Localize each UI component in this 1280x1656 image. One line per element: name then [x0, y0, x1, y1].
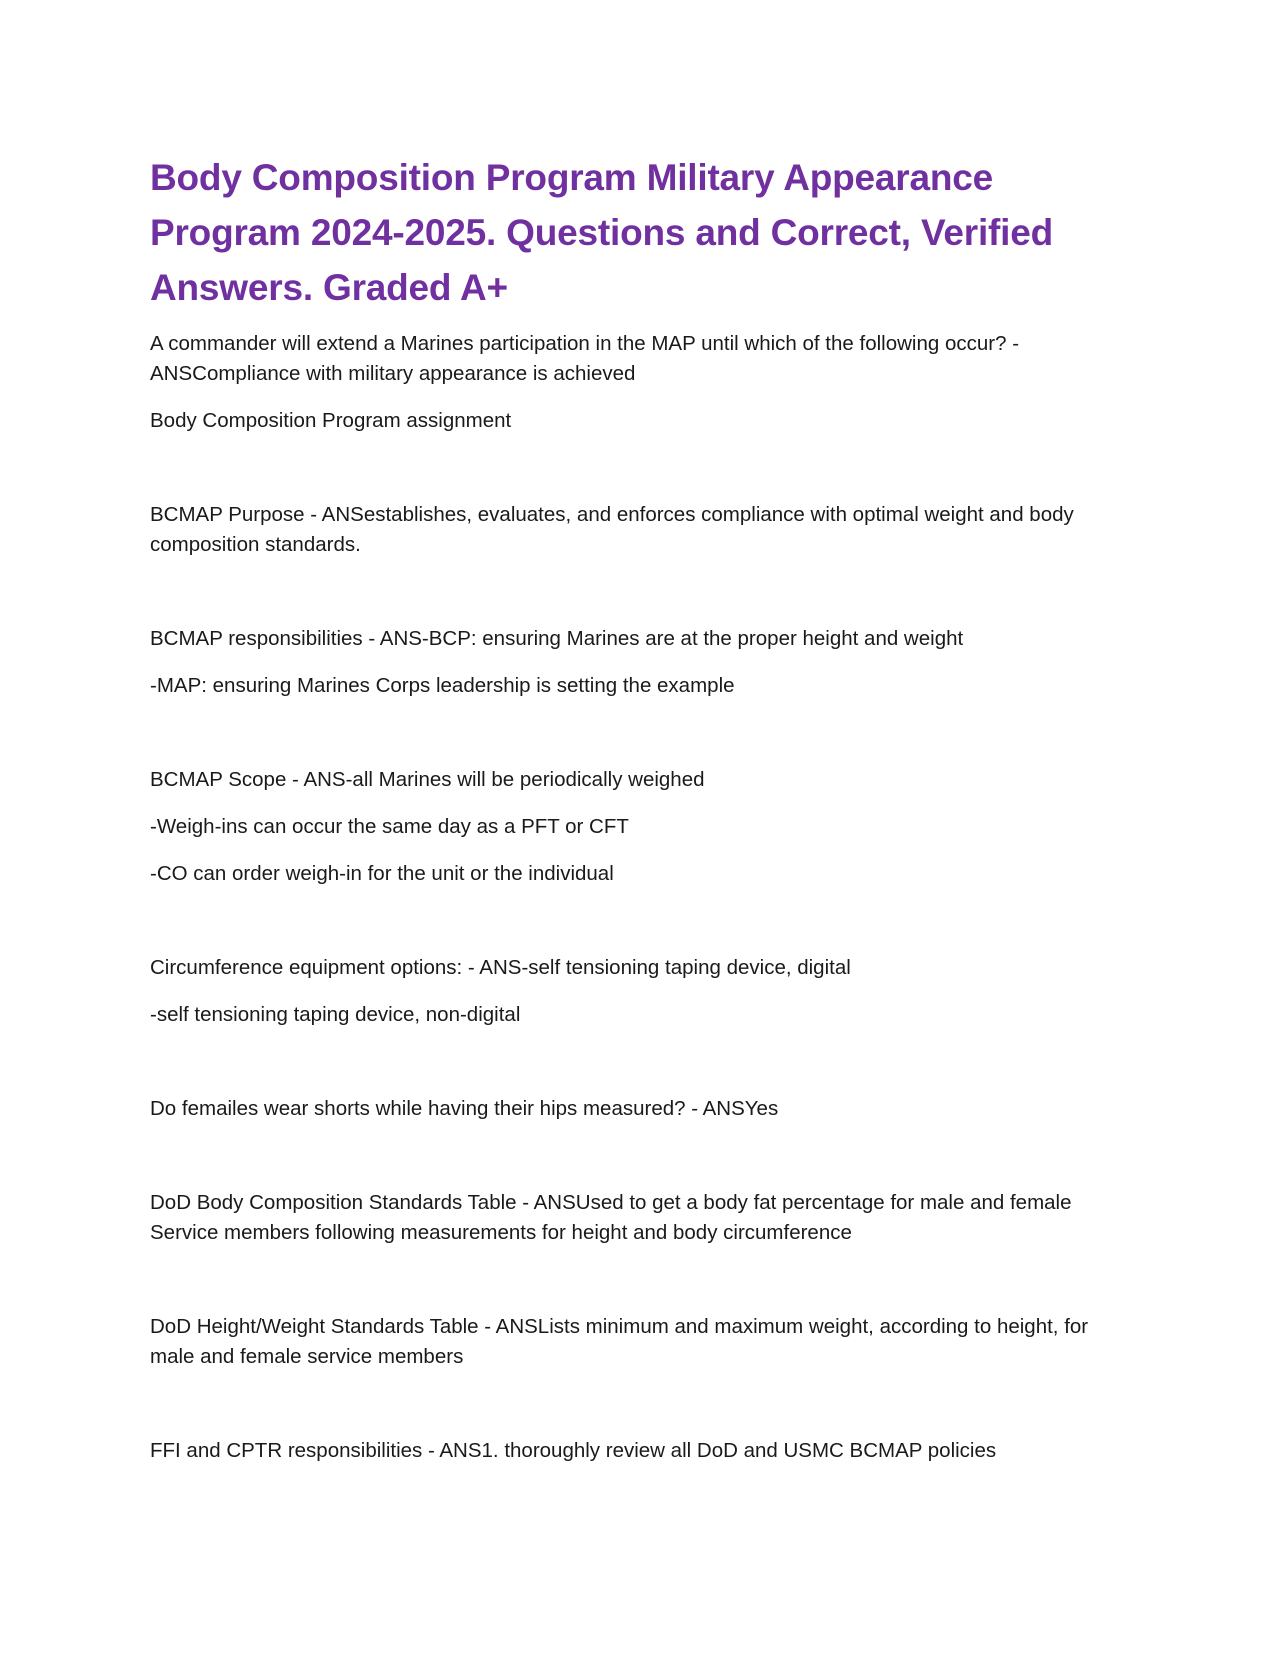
paragraph-co-order: -CO can order weigh-in for the unit or the individual — [150, 862, 614, 885]
paragraph-bcmap-scope: BCMAP Scope - ANS-all Marines will be periodically weighed — [150, 768, 705, 791]
paragraph-map-responsibility: -MAP: ensuring Marines Corps leadership is setting the example — [150, 674, 735, 697]
paragraph-commander-map: A commander will extend a Marines participation in the MAP until which of the following occur? - ANSCompliance with military appearance is achieved — [150, 332, 1020, 385]
paragraph-non-digital-device: -self tensioning taping device, non-digital — [150, 1003, 521, 1026]
paragraph-height-weight-table: DoD Height/Weight Standards Table - ANSLists minimum and maximum weight, according to height, for male and female service members — [150, 1315, 1089, 1368]
paragraph-femailes-shorts: Do femailes wear shorts while having their hips measured? - ANSYes — [150, 1097, 779, 1120]
paragraph-circumference-equipment: Circumference equipment options: - ANS-self tensioning taping device, digital — [150, 956, 851, 979]
paragraph-bcmap-responsibilities: BCMAP responsibilities - ANS-BCP: ensuring Marines are at the proper height and weight — [150, 627, 964, 650]
paragraph-bcmap-purpose: BCMAP Purpose - ANSestablishes, evaluates, and enforces compliance with optimal weight and body composition standards. — [150, 503, 1074, 556]
paragraph-body-composition-table: DoD Body Composition Standards Table - ANSUsed to get a body fat percentage for male and female Service members following measurements for height and body circumference — [150, 1191, 1072, 1244]
document-page — [150, 150, 1135, 1483]
paragraph-ffi-cptr: FFI and CPTR responsibilities - ANS1. thoroughly review all DoD and USMC BCMAP policies — [150, 1439, 997, 1462]
paragraph-weigh-ins: -Weigh-ins can occur the same day as a PFT or CFT — [150, 815, 629, 838]
document-title: Body Composition Program Military Appearance Program 2024-2025. Questions and Correct, Verified Answers. Graded A+ — [150, 157, 1054, 308]
paragraph-bcp-assignment: Body Composition Program assignment — [150, 409, 512, 432]
